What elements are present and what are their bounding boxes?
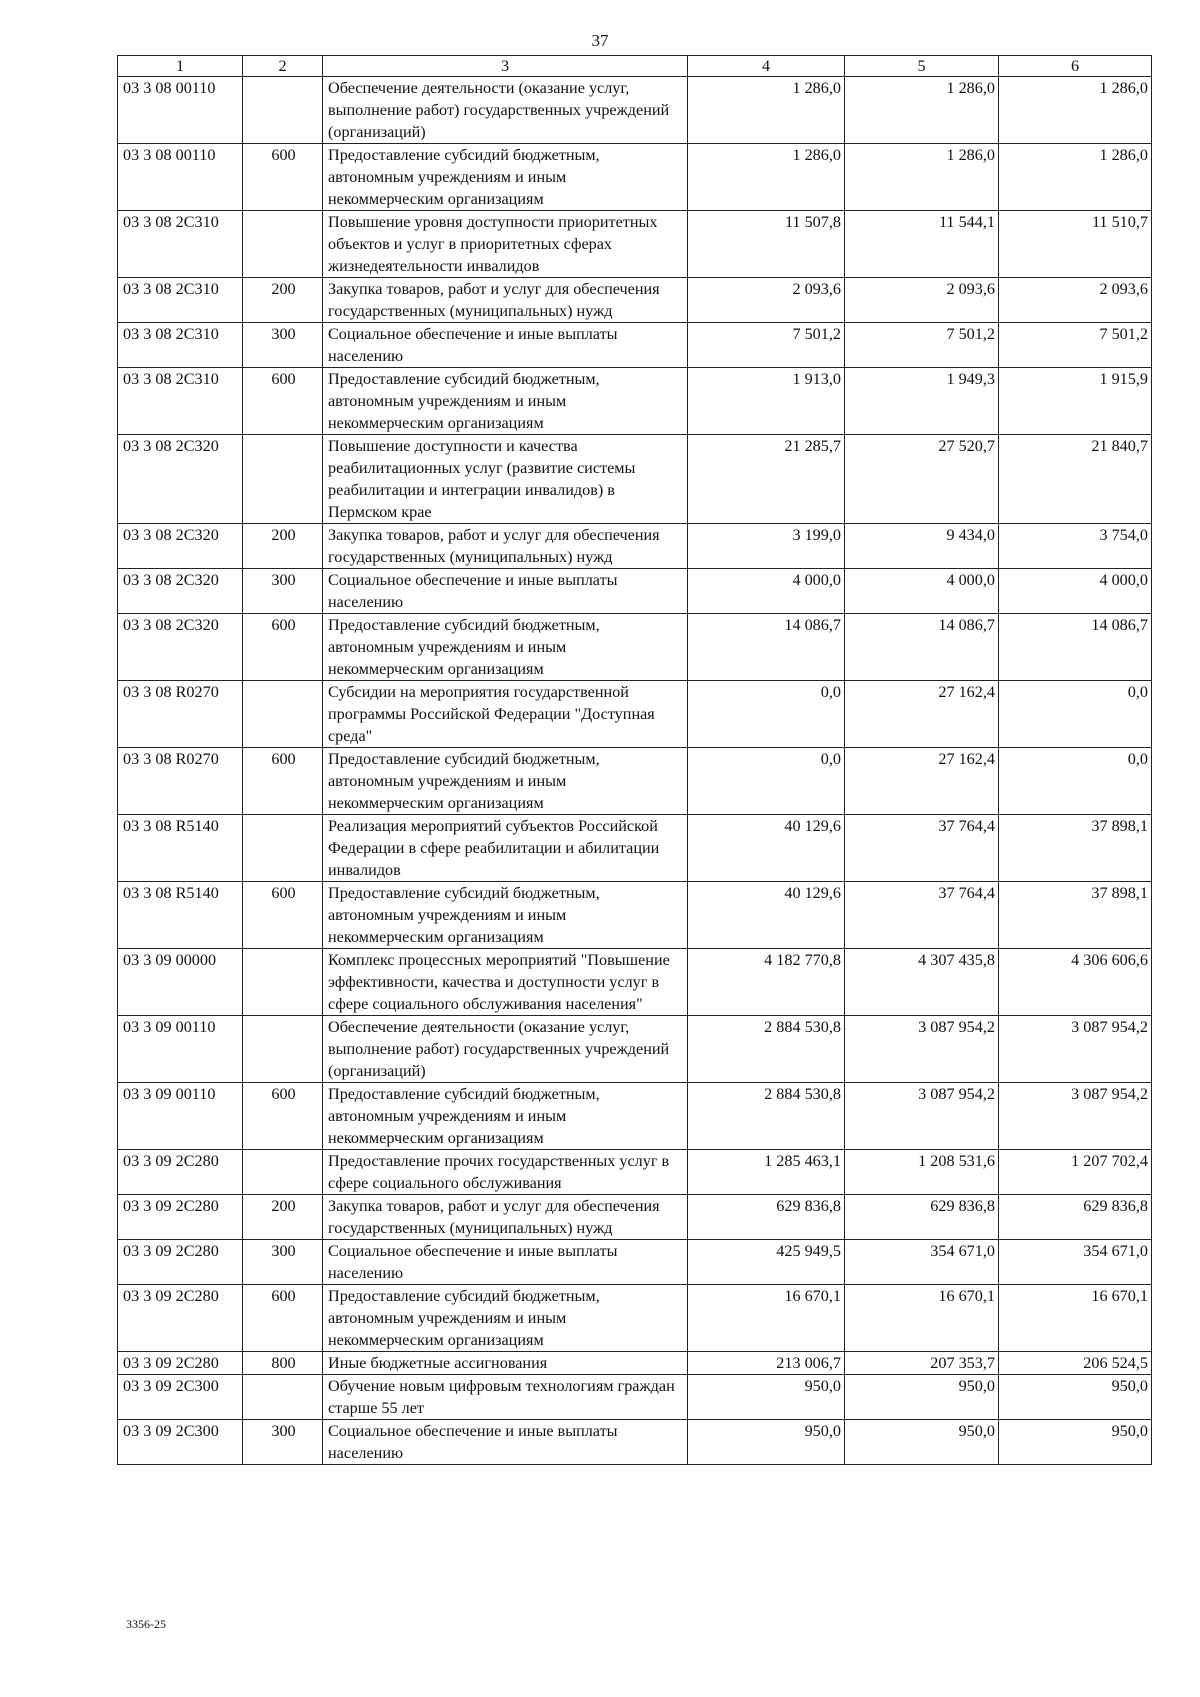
row-value-col5: 27 520,7: [845, 435, 999, 524]
row-code: 03 3 08 2С320: [118, 524, 243, 569]
row-value-col6: 0,0: [999, 748, 1152, 815]
row-code: 03 3 08 R0270: [118, 681, 243, 748]
row-value-col6: 16 670,1: [999, 1285, 1152, 1352]
row-value-col4: 3 199,0: [688, 524, 845, 569]
row-name: Предоставление субсидий бюджетным, автономным учреждениям и иным некоммерческим организациям: [323, 882, 688, 949]
table-row: [118, 1352, 1152, 1375]
row-name: Комплекс процессных мероприятий "Повышение эффективности, качества и доступности услуг в сфере социального обслуживания населения": [323, 949, 688, 1016]
row-code: 03 3 09 2С300: [118, 1375, 243, 1420]
row-value-col4: 1 286,0: [688, 144, 845, 211]
row-value-col6: 4 306 606,6: [999, 949, 1152, 1016]
row-code: 03 3 09 2С300: [118, 1420, 243, 1465]
row-value-col6: 37 898,1: [999, 815, 1152, 882]
row-name: Социальное обеспечение и иные выплаты населению: [323, 569, 688, 614]
row-value-col6: 1 286,0: [999, 77, 1152, 144]
row-value-col4: 16 670,1: [688, 1285, 845, 1352]
table-row: [118, 614, 1152, 681]
row-expense-type: 300: [243, 569, 323, 614]
table-row: [118, 144, 1152, 211]
row-value-col6: 3 087 954,2: [999, 1016, 1152, 1083]
row-value-col5: 354 671,0: [845, 1240, 999, 1285]
row-value-col6: 206 524,5: [999, 1352, 1152, 1375]
row-value-col5: 629 836,8: [845, 1195, 999, 1240]
row-expense-type: [243, 681, 323, 748]
row-value-col6: 950,0: [999, 1375, 1152, 1420]
row-expense-type: [243, 1375, 323, 1420]
row-expense-type: [243, 1150, 323, 1195]
row-value-col4: 0,0: [688, 681, 845, 748]
row-code: 03 3 08 2С310: [118, 323, 243, 368]
row-code: 03 3 09 2С280: [118, 1195, 243, 1240]
table-row: [118, 211, 1152, 278]
table-row: [118, 323, 1152, 368]
row-expense-type: 300: [243, 323, 323, 368]
row-value-col4: 2 884 530,8: [688, 1083, 845, 1150]
row-expense-type: 200: [243, 524, 323, 569]
row-code: 03 3 08 2С320: [118, 569, 243, 614]
row-value-col4: 14 086,7: [688, 614, 845, 681]
table-row: [118, 368, 1152, 435]
row-value-col4: 1 285 463,1: [688, 1150, 845, 1195]
row-code: 03 3 08 2С310: [118, 278, 243, 323]
row-value-col4: 11 507,8: [688, 211, 845, 278]
table-row: [118, 569, 1152, 614]
row-value-col6: 3 087 954,2: [999, 1083, 1152, 1150]
row-expense-type: 600: [243, 368, 323, 435]
row-value-col4: 2 884 530,8: [688, 1016, 845, 1083]
row-value-col4: 0,0: [688, 748, 845, 815]
row-expense-type: [243, 77, 323, 144]
row-code: 03 3 08 2С320: [118, 614, 243, 681]
row-value-col4: 425 949,5: [688, 1240, 845, 1285]
row-name: Предоставление субсидий бюджетным, автономным учреждениям и иным некоммерческим организациям: [323, 144, 688, 211]
row-name: Обучение новым цифровым технологиям граждан старше 55 лет: [323, 1375, 688, 1420]
row-name: Социальное обеспечение и иные выплаты населению: [323, 323, 688, 368]
table-row: [118, 1420, 1152, 1465]
row-value-col5: 3 087 954,2: [845, 1016, 999, 1083]
row-value-col5: 11 544,1: [845, 211, 999, 278]
row-expense-type: 600: [243, 1285, 323, 1352]
row-code: 03 3 09 2С280: [118, 1285, 243, 1352]
row-value-col4: 950,0: [688, 1375, 845, 1420]
row-name: Предоставление прочих государственных услуг в сфере социального обслуживания: [323, 1150, 688, 1195]
row-value-col6: 950,0: [999, 1420, 1152, 1465]
row-name: Социальное обеспечение и иные выплаты населению: [323, 1240, 688, 1285]
table-row: [118, 524, 1152, 569]
row-name: Обеспечение деятельности (оказание услуг, выполнение работ) государственных учреждений (организаций): [323, 77, 688, 144]
row-expense-type: 600: [243, 882, 323, 949]
row-name: Предоставление субсидий бюджетным, автономным учреждениям и иным некоммерческим организациям: [323, 368, 688, 435]
row-name: Предоставление субсидий бюджетным, автономным учреждениям и иным некоммерческим организациям: [323, 614, 688, 681]
row-value-col4: 1 286,0: [688, 77, 845, 144]
row-expense-type: 600: [243, 614, 323, 681]
row-name: Обеспечение деятельности (оказание услуг, выполнение работ) государственных учреждений (организаций): [323, 1016, 688, 1083]
table-row: [118, 1240, 1152, 1285]
table-row: [118, 1016, 1152, 1083]
table-row: [118, 1285, 1152, 1352]
row-value-col4: 21 285,7: [688, 435, 845, 524]
row-value-col5: 37 764,4: [845, 815, 999, 882]
row-name: Предоставление субсидий бюджетным, автономным учреждениям и иным некоммерческим организациям: [323, 1083, 688, 1150]
row-value-col6: 1 286,0: [999, 144, 1152, 211]
row-value-col5: 207 353,7: [845, 1352, 999, 1375]
row-name: Закупка товаров, работ и услуг для обеспечения государственных (муниципальных) нужд: [323, 1195, 688, 1240]
row-code: 03 3 09 00000: [118, 949, 243, 1016]
row-value-col4: 40 129,6: [688, 815, 845, 882]
row-code: 03 3 09 2С280: [118, 1240, 243, 1285]
row-code: 03 3 08 2С310: [118, 368, 243, 435]
row-value-col6: 14 086,7: [999, 614, 1152, 681]
row-expense-type: 600: [243, 144, 323, 211]
row-value-col6: 3 754,0: [999, 524, 1152, 569]
row-value-col5: 16 670,1: [845, 1285, 999, 1352]
row-expense-type: [243, 435, 323, 524]
row-value-col5: 14 086,7: [845, 614, 999, 681]
table-row: [118, 681, 1152, 748]
row-expense-type: [243, 211, 323, 278]
row-value-col5: 1 949,3: [845, 368, 999, 435]
row-value-col6: 629 836,8: [999, 1195, 1152, 1240]
table-row: [118, 1195, 1152, 1240]
row-value-col6: 0,0: [999, 681, 1152, 748]
row-expense-type: 600: [243, 1083, 323, 1150]
row-value-col4: 40 129,6: [688, 882, 845, 949]
row-code: 03 3 08 R0270: [118, 748, 243, 815]
row-name: Повышение доступности и качества реабилитационных услуг (развитие системы реабилитации и интеграции инвалидов) в Пермском крае: [323, 435, 688, 524]
row-value-col5: 1 286,0: [845, 77, 999, 144]
column-header-6: 6: [999, 56, 1152, 77]
header-row: [118, 56, 1152, 77]
row-value-col4: 950,0: [688, 1420, 845, 1465]
row-value-col5: 4 000,0: [845, 569, 999, 614]
row-value-col6: 4 000,0: [999, 569, 1152, 614]
row-code: 03 3 08 2С320: [118, 435, 243, 524]
row-value-col4: 7 501,2: [688, 323, 845, 368]
row-value-col6: 1 207 702,4: [999, 1150, 1152, 1195]
row-code: 03 3 09 00110: [118, 1083, 243, 1150]
row-value-col6: 7 501,2: [999, 323, 1152, 368]
row-value-col4: 629 836,8: [688, 1195, 845, 1240]
row-name: Предоставление субсидий бюджетным, автономным учреждениям и иным некоммерческим организациям: [323, 748, 688, 815]
table-row: [118, 748, 1152, 815]
row-value-col6: 21 840,7: [999, 435, 1152, 524]
row-value-col5: 37 764,4: [845, 882, 999, 949]
row-name: Предоставление субсидий бюджетным, автономным учреждениям и иным некоммерческим организациям: [323, 1285, 688, 1352]
row-value-col4: 4 182 770,8: [688, 949, 845, 1016]
table-row: [118, 815, 1152, 882]
row-name: Повышение уровня доступности приоритетных объектов и услуг в приоритетных сферах жизнедеятельности инвалидов: [323, 211, 688, 278]
budget-table: [117, 55, 1152, 1465]
row-value-col6: 2 093,6: [999, 278, 1152, 323]
row-expense-type: 600: [243, 748, 323, 815]
column-header-1: 1: [118, 56, 243, 77]
row-name: Закупка товаров, работ и услуг для обеспечения государственных (муниципальных) нужд: [323, 278, 688, 323]
table-row: [118, 949, 1152, 1016]
table-row: [118, 77, 1152, 144]
row-code: 03 3 08 00110: [118, 144, 243, 211]
column-header-5: 5: [845, 56, 999, 77]
row-value-col6: 37 898,1: [999, 882, 1152, 949]
row-code: 03 3 08 2С310: [118, 211, 243, 278]
column-header-3: 3: [323, 56, 688, 77]
row-expense-type: [243, 1016, 323, 1083]
row-code: 03 3 08 R5140: [118, 815, 243, 882]
row-value-col6: 1 915,9: [999, 368, 1152, 435]
row-expense-type: 200: [243, 278, 323, 323]
row-expense-type: [243, 949, 323, 1016]
row-code: 03 3 09 2С280: [118, 1150, 243, 1195]
row-code: 03 3 09 2С280: [118, 1352, 243, 1375]
row-expense-type: [243, 815, 323, 882]
column-header-2: 2: [243, 56, 323, 77]
row-name: Реализация мероприятий субъектов Российской Федерации в сфере реабилитации и абилитации инвалидов: [323, 815, 688, 882]
row-code: 03 3 09 00110: [118, 1016, 243, 1083]
row-value-col5: 2 093,6: [845, 278, 999, 323]
row-code: 03 3 08 R5140: [118, 882, 243, 949]
row-value-col4: 1 913,0: [688, 368, 845, 435]
row-value-col5: 1 286,0: [845, 144, 999, 211]
row-value-col5: 7 501,2: [845, 323, 999, 368]
table-row: [118, 1083, 1152, 1150]
row-value-col5: 9 434,0: [845, 524, 999, 569]
table-row: [118, 435, 1152, 524]
table-body: [118, 77, 1152, 1465]
row-value-col4: 2 093,6: [688, 278, 845, 323]
row-value-col5: 4 307 435,8: [845, 949, 999, 1016]
document-number: 3356-25: [126, 1617, 166, 1631]
row-value-col5: 27 162,4: [845, 748, 999, 815]
row-code: 03 3 08 00110: [118, 77, 243, 144]
row-value-col4: 213 006,7: [688, 1352, 845, 1375]
table-row: [118, 278, 1152, 323]
row-value-col5: 950,0: [845, 1375, 999, 1420]
row-name: Социальное обеспечение и иные выплаты населению: [323, 1420, 688, 1465]
table-row: [118, 1375, 1152, 1420]
column-header-4: 4: [688, 56, 845, 77]
row-name: Субсидии на мероприятия государственной программы Российской Федерации "Доступная среда": [323, 681, 688, 748]
row-value-col6: 354 671,0: [999, 1240, 1152, 1285]
row-value-col5: 1 208 531,6: [845, 1150, 999, 1195]
row-value-col5: 27 162,4: [845, 681, 999, 748]
row-value-col6: 11 510,7: [999, 211, 1152, 278]
row-value-col5: 3 087 954,2: [845, 1083, 999, 1150]
row-value-col5: 950,0: [845, 1420, 999, 1465]
row-expense-type: 200: [243, 1195, 323, 1240]
table-row: [118, 882, 1152, 949]
row-expense-type: 800: [243, 1352, 323, 1375]
row-expense-type: 300: [243, 1240, 323, 1285]
page-number: 37: [591, 31, 609, 50]
row-value-col4: 4 000,0: [688, 569, 845, 614]
table-row: [118, 1150, 1152, 1195]
row-name: Иные бюджетные ассигнования: [323, 1352, 688, 1375]
row-expense-type: 300: [243, 1420, 323, 1465]
row-name: Закупка товаров, работ и услуг для обеспечения государственных (муниципальных) нужд: [323, 524, 688, 569]
